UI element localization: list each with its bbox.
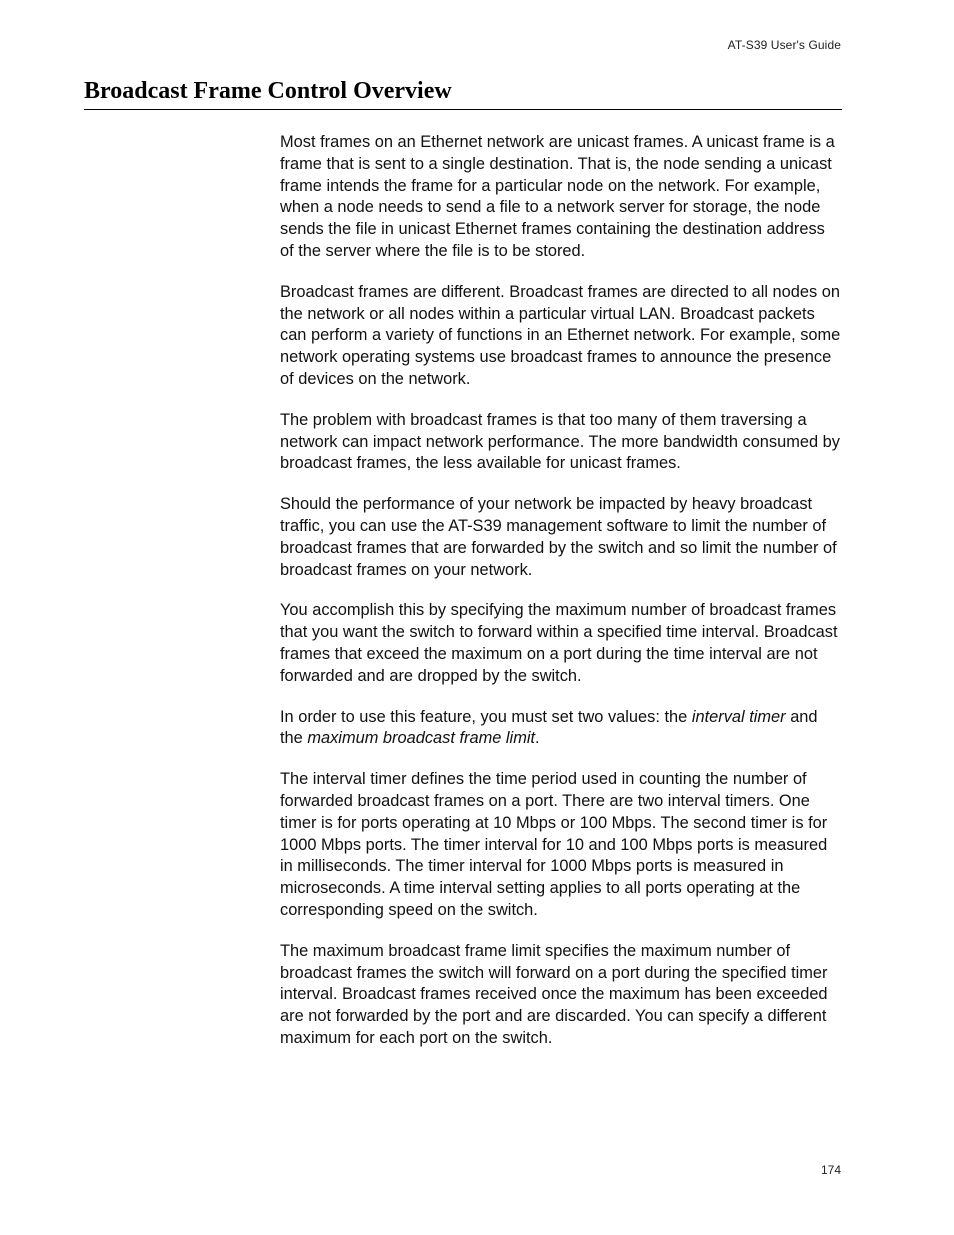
term-interval-timer: interval timer <box>691 707 786 726</box>
term-max-broadcast-limit: maximum broadcast frame limit <box>307 729 536 748</box>
body-text <box>280 132 842 1069</box>
two-values-end: . <box>535 729 540 748</box>
paragraph-unicast: Most frames on an Ethernet network are unicast frames. A unicast frame is a frame that is sent to a single destination. That is, the node sending a unicast frame intends the frame for a particular node on the network. For example, when a node needs to send a file to a network server for storage, the node sends the file in unicast Ethernet frames containing the destination address of the server where the file is to be stored. <box>280 133 835 260</box>
paragraph-limit: Should the performance of your network be impacted by heavy broadcast traffic, you can use the AT-S39 management software to limit the number of broadcast frames that are forwarded by the switch and so limit the number of broadcast frames on your network. <box>280 495 837 579</box>
paragraph-accomplish: You accomplish this by specifying the maximum number of broadcast frames that you want the switch to forward within a specified time interval. Broadcast frames that exceed the maximum on a port during the time interval are not forwarded and are dropped by the switch. <box>280 601 838 685</box>
paragraph-max-limit: The maximum broadcast frame limit specifies the maximum number of broadcast frames the switch will forward on a port during the specified timer interval. Broadcast frames received once the maximum has been exceeded are not forwarded by the port and are discarded. You can specify a different maximum for each port on the switch. <box>280 941 828 1047</box>
running-header: AT-S39 User's Guide <box>727 38 841 52</box>
paragraph-interval-timer: The interval timer defines the time period used in counting the number of forwarded broadcast frames on a port. There are two interval timers. One timer is for ports operating at 10 Mbps or 100 Mbps. The second timer is for 1000 Mbps ports. The timer interval for 10 and 100 Mbps ports is measured in milliseconds. The timer interval for 1000 Mbps ports is measured in microseconds. A time interval setting applies to all ports operating at the corresponding speed on the switch. <box>280 770 828 919</box>
title-rule <box>84 109 842 110</box>
two-values-middle: and the <box>280 707 818 748</box>
two-values-intro: In order to use this feature, you must set two values: the <box>280 707 692 726</box>
section-title: Broadcast Frame Control Overview <box>84 78 452 104</box>
paragraph-broadcast: Broadcast frames are different. Broadcast frames are directed to all nodes on the network or all nodes within a particular virtual LAN. Broadcast packets can perform a variety of functions in an Ethernet network. For example, some network operating systems use broadcast frames to announce the presence of devices on the network. <box>280 282 841 388</box>
page-number: 174 <box>820 1163 841 1177</box>
paragraph-problem: The problem with broadcast frames is that too many of them traversing a network can impact network performance. The more bandwidth consumed by broadcast frames, the less available for unicast frames. <box>280 410 840 473</box>
paragraph-two-values <box>280 707 842 751</box>
